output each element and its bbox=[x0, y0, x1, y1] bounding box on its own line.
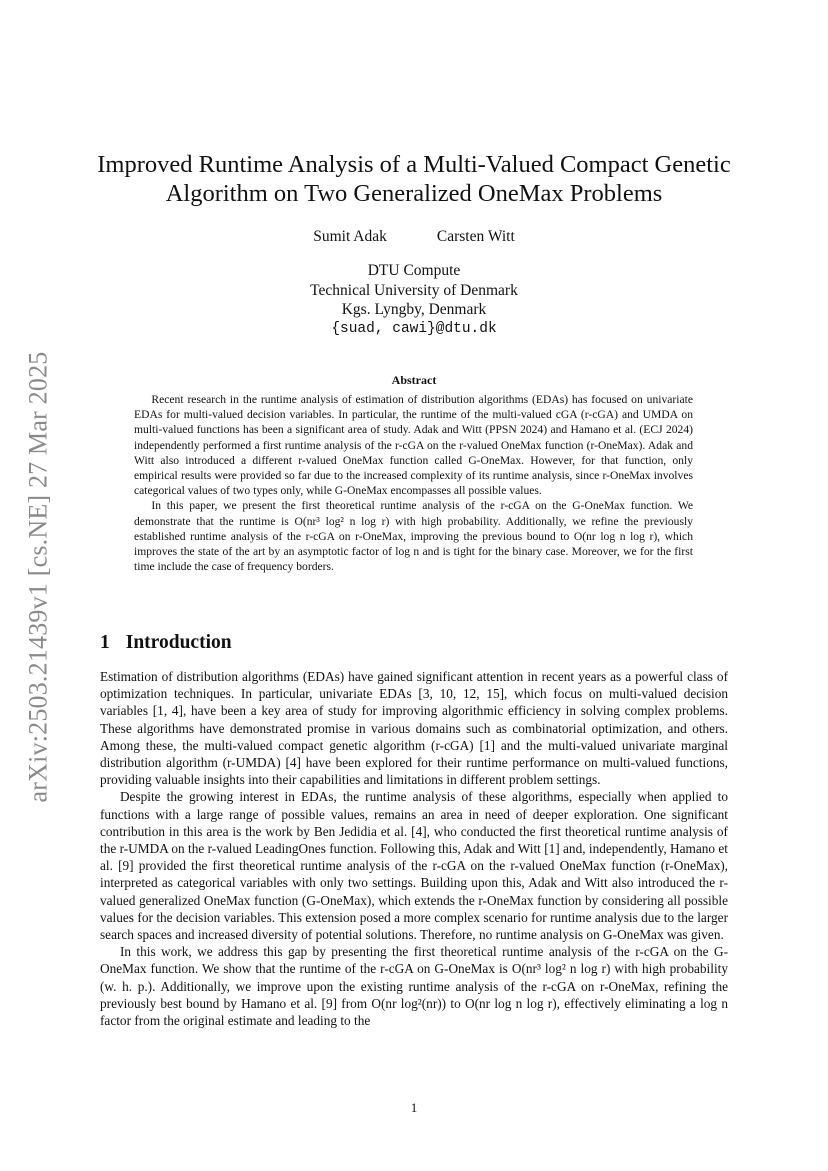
affiliation-dept: DTU Compute bbox=[367, 262, 461, 279]
affiliation-block bbox=[0, 261, 828, 339]
author-name: Carsten Witt bbox=[436, 228, 515, 245]
body-paragraph: Despite the growing interest in EDAs, the runtime analysis of these algorithms, especially when applied to functions with a large range of possible values, remains an area in need of deeper exploration. One significant contribution in this area is the work by Ben Jedidia et al. [4], who conducted the first theoretical runtime analysis of the r-UMDA on the r-valued LeadingOnes function. Following this, Adak and Witt [1] and, independently, Hamano et al. [9] provided the first theoretical runtime analysis of the r-cGA on the r-valued OneMax function (r-OneMax), interpreted as categorical variables with only two settings. Building upon this, Adak and Witt also introduced the r-valued generalized OneMax function (G-OneMax), which extends the r-OneMax function by considering all possible values for the decision variables. This extension posed a more complex scenario for runtime analysis due to the larger search spaces and increased diversity of potential solutions. Therefore, no runtime analysis on G-OneMax was given. bbox=[100, 789, 728, 943]
abstract-paragraph: Recent research in the runtime analysis of estimation of distribution algorithms (EDAs) has focused on univariate EDAs for multi-valued decision variables. In particular, the runtime of the multi-valued cGA (r-cGA) and UMDA on multi-valued functions has been a significant area of study. Adak and Witt (PPSN 2024) and Hamano et al. (ECJ 2024) independently performed a first runtime analysis of the r-cGA on the r-valued OneMax function (r-OneMax). Adak and Witt also introduced a different r-valued OneMax function called G-OneMax. However, for that function, only empirical results were provided so far due to the increased complexity of its runtime analysis, since r-OneMax involves categorical values of two types only, while G-OneMax encompasses all possible values. bbox=[134, 393, 693, 498]
arxiv-identifier-stamp bbox=[16, 332, 60, 822]
abstract-body bbox=[134, 392, 693, 574]
affiliation-location: Kgs. Lyngby, Denmark bbox=[341, 301, 487, 318]
section-number: 1 bbox=[100, 632, 110, 653]
author-name: Sumit Adak bbox=[313, 228, 387, 245]
affiliation-email: {suad, cawi}@dtu.dk bbox=[331, 320, 497, 337]
author-list bbox=[0, 228, 828, 246]
abstract-heading: Abstract bbox=[391, 373, 437, 387]
introduction-body bbox=[100, 668, 728, 1029]
body-paragraph: Estimation of distribution algorithms (EDAs) have gained significant attention in recent years as a powerful class of optimization techniques. In particular, univariate EDAs [3, 10, 12, 15], which focus on multi-valued decision variables [1, 4], have been a key area of study for improving algorithmic efficiency in solving complex problems. These algorithms have demonstrated promise in various domains such as combinatorial optimization, and others. Among these, the multi-valued compact genetic algorithm (r-cGA) [1] and the multi-valued univariate marginal distribution algorithm (r-UMDA) [4] have been explored for their runtime performance on multi-valued functions, providing valuable insights into their capabilities and limitations in different problem settings. bbox=[100, 669, 728, 788]
affiliation-university: Technical University of Denmark bbox=[310, 281, 518, 299]
section-title: Introduction bbox=[125, 632, 232, 653]
abstract-paragraph: In this paper, we present the first theoretical runtime analysis of the r-cGA on the G-OneMax function. We demonstrate that the runtime is O(nr³ log² n log r) with high probability. Additionally, we refine the previously established runtime analysis of the r-cGA on r-OneMax, improving the previous bound to O(nr log n log r), which improves the state of the art by an asymptotic factor of log n and is tight for the binary case. Moreover, we for the first time include the case of frequency borders. bbox=[134, 499, 693, 574]
paper-title: Improved Runtime Analysis of a Multi-Valued Compact Genetic Algorithm on Two Generalized OneMax Problems bbox=[97, 151, 731, 207]
arxiv-identifier-text: arXiv:2503.21439v1 [cs.NE] 27 Mar 2025 bbox=[23, 351, 53, 803]
body-paragraph: In this work, we address this gap by presenting the first theoretical runtime analysis of the r-cGA on the G-OneMax function. We show that the runtime of the r-cGA on G-OneMax is O(nr³ log² n log r) with high probability (w. h. p.). Additionally, we improve upon the existing runtime analysis of the r-cGA on r-OneMax, refining the previously best bound by Hamano et al. [9] from O(nr log²(nr)) to O(nr log n log r), effectively eliminating a log n factor from the original estimate and leading to the bbox=[100, 944, 728, 1029]
section-heading bbox=[100, 632, 232, 654]
page-number: 1 bbox=[410, 1100, 418, 1115]
